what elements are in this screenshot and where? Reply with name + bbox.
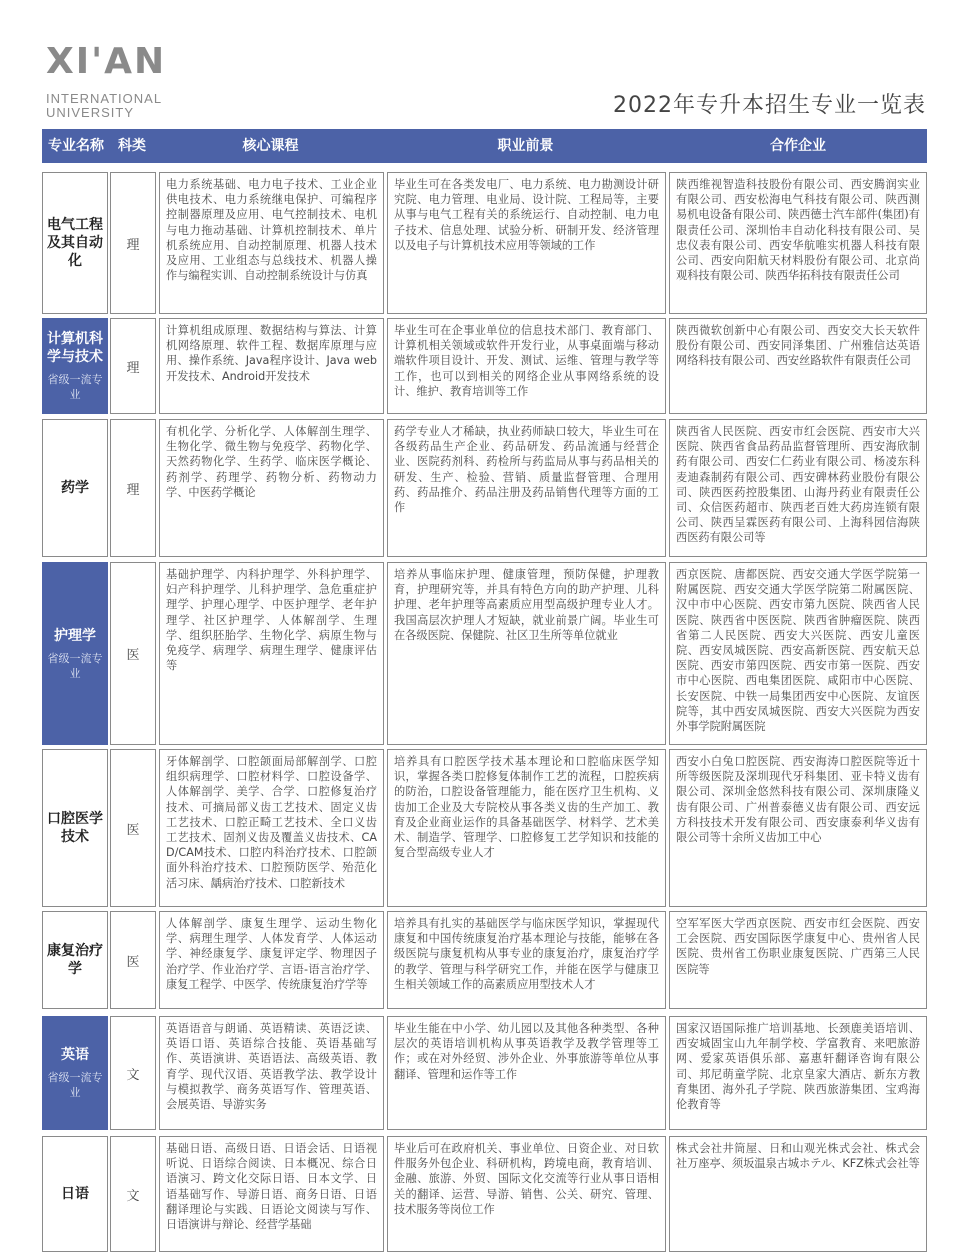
partner-companies: 株式会社井筒屋、日和山观光株式会社、株式会社万座亭、须坂温泉古城ホテル、KFZ株式会社等 xyxy=(669,1136,927,1252)
core-courses: 基础日语、高级日语、日语会话、日语视听说、日语综合阅读、日本概况、综合日语演习、跨文化交际日语、日本文学、日语基础写作、导游日语、商务日语、日语翻译理论与实践、日语论文阅读与写作、日语演讲与辩论、经营学基础 xyxy=(159,1136,384,1252)
major-category: 文 xyxy=(110,1016,156,1130)
major-name-cell xyxy=(42,749,108,907)
core-courses: 有机化学、分析化学、人体解剖生理学、生物化学、微生物与免疫学、药物化学、天然药物化学、生药学、临床医学概论、药剂学、药理学、药物分析、药物动力学、中医药学概论 xyxy=(159,419,384,557)
core-courses: 基础护理学、内科护理学、外科护理学、妇产科护理学、儿科护理学、急危重症护理学、护理心理学、中医护理学、老年护理学、社区护理学、人体解剖学、生理学、组织胚胎学、生物化学、病原生物与免疫学、病理学、病理生理学、健康评估等 xyxy=(159,562,384,745)
major-name: 药学 xyxy=(61,480,89,496)
table-row xyxy=(42,1136,927,1252)
major-name: 护理学 xyxy=(54,627,96,644)
major-name: 日语 xyxy=(61,1186,89,1202)
career-prospects: 培养具有口腔医学技术基本理论和口腔临床医学知识，掌握各类口腔修复体制作工艺的流程，口腔疾病的防治，口腔设备管理能力，能在医疗卫生机构、义齿加工企业及大专院校从事各类义齿的生产加工、教育及企业商业运作的具备基础医学、材料学、艺术美术、制造学、管理学、口腔修复工艺学知识和技能的复合型高级专业人才 xyxy=(387,749,666,907)
career-prospects: 毕业生可在企事业单位的信息技术部门、教育部门、计算机相关领域或软件开发行业，从事桌面端与移动端软件项目设计、开发、测试、运维、管理与教学等工作，也可以到相关的网络企业从事网络系统的设计、维护、教育培训等工作 xyxy=(387,318,666,414)
major-category: 医 xyxy=(110,562,156,745)
table-header xyxy=(42,129,927,163)
header-category: 科类 xyxy=(118,138,146,154)
first-class-major-badge: 省级一流专业 xyxy=(47,373,103,401)
logo-wordmark: XI'AN xyxy=(46,41,167,82)
university-logo xyxy=(46,41,167,120)
header-career-prospects: 职业前景 xyxy=(497,138,554,154)
major-name-cell xyxy=(42,911,108,1009)
first-class-major-badge: 省级一流专业 xyxy=(47,1071,103,1099)
partner-companies: 西京医院、唐都医院、西安交通大学医学院第一附属医院、西安交通大学医学院第二附属医院、汉中市中心医院、西安市第九医院、陕西省人民医院、陕西省中医医院、陕西省肿瘤医院、陕西省第二人民医院、西安大兴医院、西安儿童医院、西安凤城医院、西安高新医院、西安航天总医院、西安市第四医院、西安市第一医院、西安市中心医院、西电集团医院、咸阳市中心医院、长安医院、中铁一局集团西安中心医院、友谊医院等，其中西安凤城医院、西安大兴医院为西安外事学院附属医院 xyxy=(669,562,927,745)
major-name: 康复治疗学 xyxy=(47,943,103,977)
major-name-cell xyxy=(42,1136,108,1252)
first-class-major-badge: 省级一流专业 xyxy=(47,651,103,680)
major-category: 文 xyxy=(110,1136,156,1252)
core-courses: 计算机组成原理、数据结构与算法、计算机网络原理、软件工程、数据库原理与应用、操作系统、Java程序设计、Java web开发技术、Android开发技术 xyxy=(159,318,384,414)
partner-companies: 空军军医大学西京医院、西安市红会医院、西安工会医院、西安国际医学康复中心、贵州省人民医院、贵州省工伤职业康复医院、广西第三人民医院等 xyxy=(669,911,927,1009)
table-row xyxy=(42,172,927,314)
partner-companies: 陕西省人民医院、西安市红会医院、西安市大兴医院、陕西省食品药品监督管理所、西安海欣制药有限公司、西安仁仁药业有限公司、杨凌东科麦迪森制药有限公司、西安碑林药业股份有限公司、陕西医药控股集团、山海丹药业有限责任公司、众信医药超市、陕西老百姓大药房连锁有限公司、陕西呈霖医药有限公司、上海科园信海陕西医药有限公司等 xyxy=(669,419,927,557)
table-row xyxy=(42,562,927,745)
header-partner-companies: 合作企业 xyxy=(770,138,826,154)
logo-line-international: INTERNATIONAL xyxy=(46,91,163,106)
major-category: 理 xyxy=(110,172,156,314)
career-prospects: 药学专业人才稀缺，执业药师缺口较大，毕业生可在各级药品生产企业、药品研发、药品流通与经营企业、医院药剂科、药检所与药监局从事与药品相关的研发、生产、检验、营销、质量监督管理、合理用药、药品推介、药品注册及药品销售代理等方面的工作 xyxy=(387,419,666,557)
major-category: 医 xyxy=(110,749,156,907)
partner-companies: 陕西微软创新中心有限公司、西安交大长天软件股份有限公司、西安同泽集团、广州雅信达英语网络科技有限公司、西安丝路软件有限责任公司 xyxy=(669,318,927,414)
career-prospects: 毕业生可在各类发电厂、电力系统、电力勘测设计研究院、电力管理、电业局、设计院、工程局等，主要从事与电气工程有关的系统运行、自动控制、电力电子技术、信息处理、试验分析、研制开发、经济管理以及电子与计算机技术应用等领域的工作 xyxy=(387,172,666,314)
major-category: 理 xyxy=(110,419,156,557)
table-row xyxy=(42,911,927,1009)
core-courses: 电力系统基础、电力电子技术、工业企业供电技术、电力系统继电保护、可编程序控制器原理及应用、电气控制技术、电机与电力拖动基础、计算机控制技术、单片机系统应用、自动控制原理、机器人技术及应用、工业组态与总线技术、机器人操作与编程实训、自动控制系统设计与仿真 xyxy=(159,172,384,314)
major-name: 电气工程及其自动化 xyxy=(47,217,103,269)
header-core-courses: 核心课程 xyxy=(242,138,299,154)
major-category: 理 xyxy=(110,318,156,414)
major-name: 英语 xyxy=(61,1047,89,1063)
table-row xyxy=(42,749,927,907)
partner-companies: 国家汉语国际推广培训基地、长颈鹿美语培训、西安城固宝山九年制学校、学富教育、来吧旅游网、爱家英语俱乐部、嘉惠轩翻译咨询有限公司、邦尼萌童学院、北京皇家大酒店、新东方教育集团、海外孔子学院、陕西旅游集团、宝鸡海伦教育等 xyxy=(669,1016,927,1130)
career-prospects: 培养从事临床护理、健康管理，预防保健，护理教育，护理研究等，并具有特色方向的助产护理、儿科护理、老年护理等高素质应用型高级护理专业人才。我国高层次护理人才短缺，就业前景广阔。毕业生可在各级医院、保健院、社区卫生所等单位就业 xyxy=(387,562,666,745)
major-name: 计算机科学与技术 xyxy=(47,331,103,365)
major-name: 口腔医学技术 xyxy=(47,811,103,845)
partner-companies: 西安小白兔口腔医院、西安海涛口腔医院等近十所等级医院及深圳现代牙科集团、亚卡特义齿有限公司、深圳金悠然科技有限公司、深圳康隆义齿有限公司、广州普泰德义齿有限公司、西安远方科技技术开发有限公司、西安康泰利华义齿有限公司等十余所义齿加工中心 xyxy=(669,749,927,907)
major-name-cell xyxy=(42,1016,108,1130)
table-row xyxy=(42,318,927,414)
header-major-name: 专业名称 xyxy=(48,138,104,154)
major-name-cell xyxy=(42,419,108,557)
table-row xyxy=(42,1016,927,1130)
career-prospects: 毕业生能在中小学、幼儿园以及其他各种类型、各种层次的英语培训机构从事英语教学及教学管理等工作；或在对外经贸、涉外企业、外事旅游等单位从事翻译、管理和运作等工作 xyxy=(387,1016,666,1130)
table-row xyxy=(42,419,927,557)
major-name-cell xyxy=(42,562,108,745)
major-category: 医 xyxy=(110,911,156,1009)
career-prospects: 培养具有扎实的基础医学与临床医学知识，掌握现代康复和中国传统康复治疗基本理论与技能，能够在各级医院与康复机构从事专业的康复治疗，康复治疗学的教学、管理与科学研究工作，并能在医学与健康卫生相关领域工作的高素质应用型技术人才 xyxy=(387,911,666,1009)
core-courses: 英语语音与朗诵、英语精读、英语泛读、英语口语、英语综合技能、英语基础写作、英语演讲、英语语法、高级英语、教育学、现代汉语、英语教学法、教学设计与模拟教学、商务英语写作、管理英语、会展英语、导游实务 xyxy=(159,1016,384,1130)
major-name-cell xyxy=(42,318,108,414)
logo-line-university: UNIVERSITY xyxy=(46,105,135,120)
career-prospects: 毕业后可在政府机关、事业单位、日资企业、对日软件服务外包企业、科研机构，跨境电商，教育培训、金融、旅游、外贸、国际文化交流等行业从事日语相关的翻译、运营、导游、销售、公关、研究、管理、技术服务等岗位工作 xyxy=(387,1136,666,1252)
core-courses: 人体解剖学、康复生理学、运动生物化学、病理生理学、人体发育学、人体运动学、神经康复学、康复评定学、物理因子治疗学、作业治疗学、言语-语言治疗学、康复工程学、中医学、传统康复治疗学等 xyxy=(159,911,384,1009)
page-title: 2022年专升本招生专业一览表 xyxy=(613,93,926,118)
core-courses: 牙体解剖学、口腔颌面局部解剖学、口腔组织病理学、口腔材料学、口腔设备学、人体解剖学、美学、合学、口腔修复治疗技术、可摘局部义齿工艺技术、固定义齿工艺技术、口腔正畸工艺技术、全口义齿工艺技术、固剂义齿及覆盖义齿技术、CAD/CAM技术、口腔内科治疗技术、口腔颌面外科治疗技术、口腔预防医学、殆范化活习床、龋病治疗技术、口腔新技术 xyxy=(159,749,384,907)
partner-companies: 陕西维视智造科技股份有限公司、西安腾润实业有限公司、西安松海电气科技有限公司、陕西测易机电设备有限公司、陕西德士汽车部件(集团)有限责任公司、深圳怡丰自动化科技有限公司、吴忠仪表有限公司、西安华航唯实机器人科技有限公司、西安向阳航天材料股份有限公司、北京尚观科技有限公司、陕西华拓科技有限责任公司 xyxy=(669,172,927,314)
major-name-cell xyxy=(42,172,108,314)
